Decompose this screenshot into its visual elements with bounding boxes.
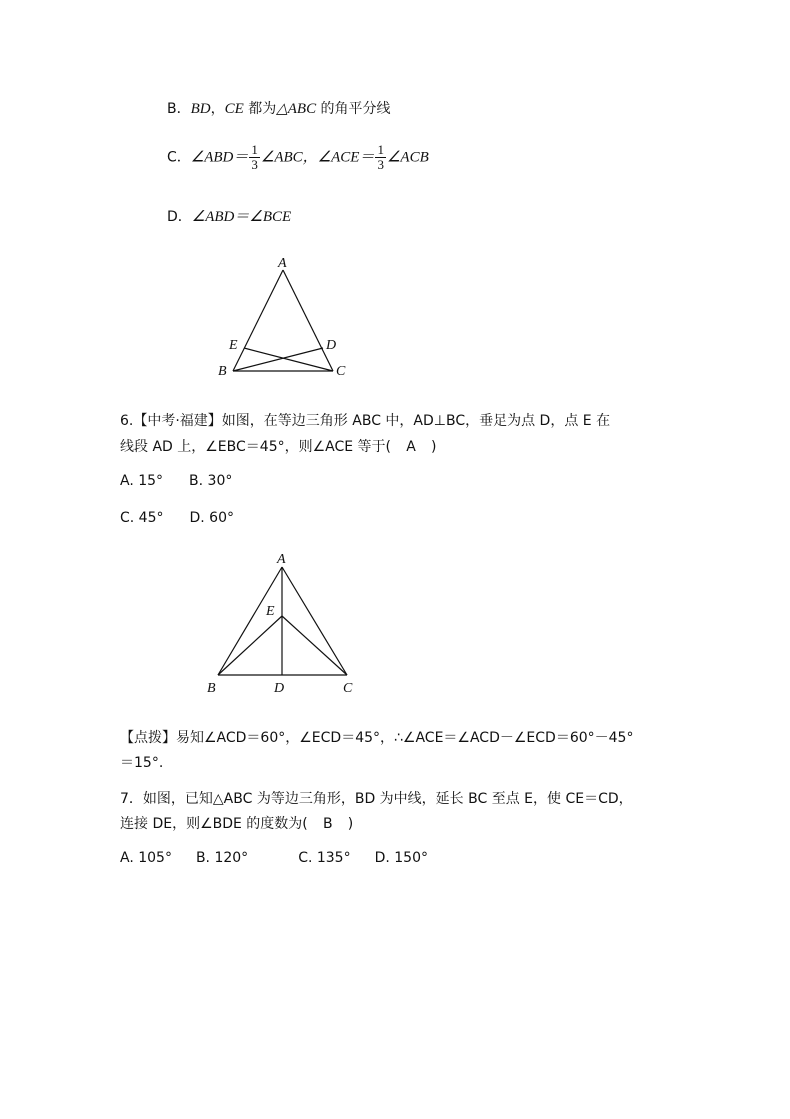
q5-option-c: C．∠ABD＝ $\frac{1}{3}$ ∠ABC，∠ACE＝ $\frac{1}{3}$ ∠ACB bbox=[167, 142, 429, 172]
q7-options-row: A. 105° B. 120° C. 135° D. 150° bbox=[120, 850, 428, 866]
label-a: A bbox=[278, 256, 287, 271]
q6-answer: A bbox=[406, 439, 416, 455]
q5-option-d: D．∠ABD＝∠BCE bbox=[167, 209, 292, 225]
q7-answer: B bbox=[322, 816, 333, 832]
segment-be bbox=[218, 616, 282, 675]
side-ac bbox=[282, 567, 347, 675]
q6-stem-line2: 线段 AD 上，∠EBC＝45°，则∠ACE 等于( A ) bbox=[120, 439, 437, 455]
fraction-one-third: $\frac{1}{3}$ bbox=[251, 142, 258, 172]
q6-hint-line1: 【点拨】易知∠ACD＝60°，∠ECD＝45°，∴∠ACE＝∠ACD－∠ECD＝60°－45° bbox=[120, 730, 634, 746]
label-d: D bbox=[326, 338, 337, 353]
label-e: E bbox=[266, 604, 275, 619]
q5-option-b: B．BD，CE 都为△ABC 的角平分线 bbox=[167, 101, 391, 117]
label-e: E bbox=[229, 338, 238, 353]
label-b: B bbox=[218, 364, 227, 379]
segment-ce bbox=[282, 616, 347, 675]
q6-hint-line2: ＝15°. bbox=[120, 755, 164, 771]
q7-stem-line2: 连接 DE，则∠BDE 的度数为( B ) bbox=[120, 816, 354, 832]
label-a: A bbox=[277, 552, 286, 567]
label-c: C bbox=[343, 681, 353, 696]
q6-options-row2: C. 45° D. 60° bbox=[120, 510, 234, 526]
fraction-one-third: $\frac{1}{3}$ bbox=[377, 142, 384, 172]
q6-options-row1: A. 15° B. 30° bbox=[120, 473, 233, 489]
label-b: B bbox=[207, 681, 216, 696]
label-d: D bbox=[274, 681, 285, 696]
side-ab bbox=[218, 567, 282, 675]
q7-stem-line1: 7．如图，已知△ABC 为等边三角形，BD 为中线，延长 BC 至点 E，使 CE＝CD， bbox=[120, 791, 633, 807]
q6-stem-line1: 6.【中考·福建】如图，在等边三角形 ABC 中，AD⊥BC，垂足为点 D，点 E 在 bbox=[120, 413, 611, 429]
label-c: C bbox=[336, 364, 346, 379]
